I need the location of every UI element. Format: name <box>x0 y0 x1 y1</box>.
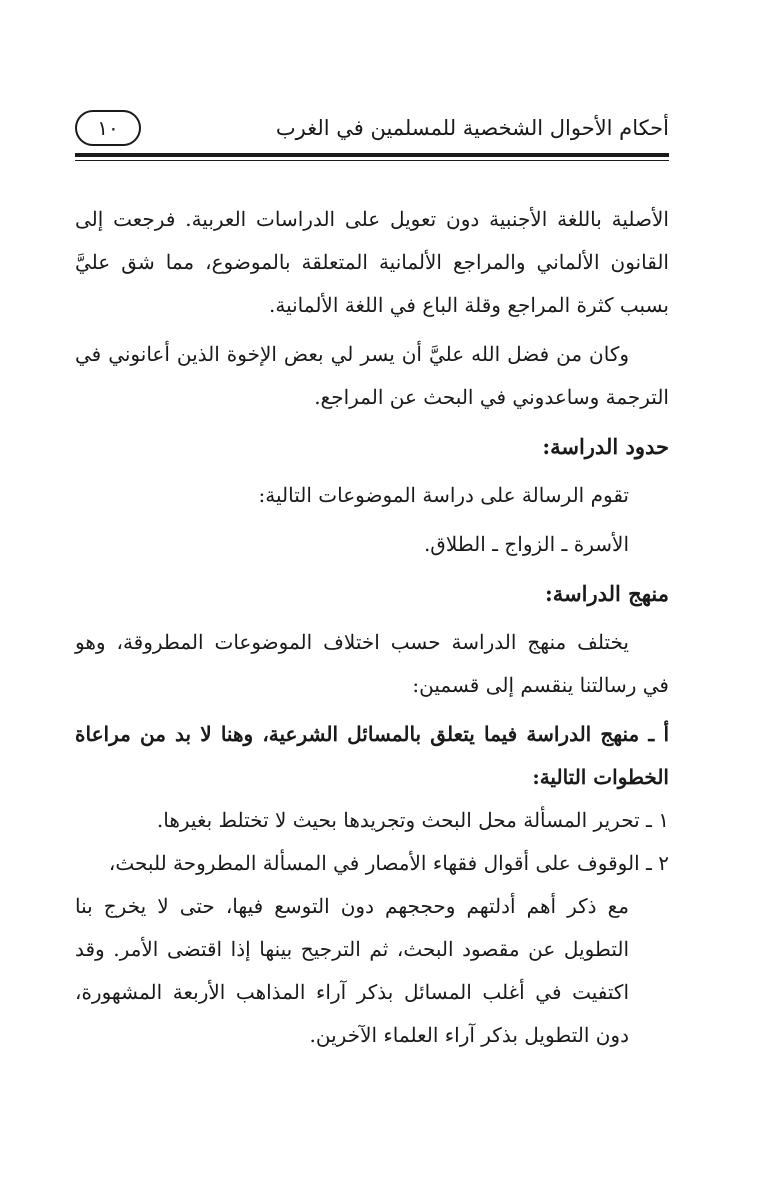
paragraph-acknowledgement: وكان من فضل الله عليَّ أن يسر لي بعض الإخوة الذين أعانوني في الترجمة وساعدوني في البحث عن المراجع. <box>75 342 669 409</box>
list-item-2-continuation: مع ذكر أهم أدلتهم وحججهم دون التوسع فيها، حتى لا يخرج بنا التطويل عن مقصود البحث، ثم الترجيح بينها إذا اقتضى الأمر. وقد اكتفيت في أغلب المسائل بذكر آراء المذاهب الأربعة المشهورة، دون التطويل بذكر آراء العلماء الآخرين. <box>75 894 629 1047</box>
paragraph-topics-intro: تقوم الرسالة على دراسة الموضوعات التالية: <box>258 483 629 507</box>
page-number-badge: ١٠ <box>75 110 141 146</box>
header-rule-thick <box>75 153 669 157</box>
running-title: أحكام الأحوال الشخصية للمسلمين في الغرب <box>275 116 669 140</box>
paragraph-continuation: الأصلية باللغة الأجنبية دون تعويل على الدراسات العربية. فرجعت إلى القانون الألماني والمراجع الألمانية المتعلقة بالموضوع، مما شق عليَّ بسبب كثرة المراجع وقلة الباع في اللغة الألمانية. <box>75 207 669 317</box>
paragraph-method-intro: يختلف منهج الدراسة حسب اختلاف الموضوعات المطروقة، وهو في رسالتنا ينقسم إلى قسمين: <box>75 630 669 697</box>
subsection-a-title: أ ـ منهج الدراسة فيما يتعلق بالمسائل الشرعية، وهنا لا بد من مراعاة الخطوات التالية: <box>75 722 669 789</box>
list-item-1: ١ ـ تحرير المسألة محل البحث وتجريدها بحيث لا تختلط بغيرها. <box>156 808 669 832</box>
section-heading-limits: حدود الدراسة: <box>542 434 669 459</box>
header-rule-thin <box>75 160 669 161</box>
list-item-2-first-line: ٢ ـ الوقوف على أقوال فقهاء الأمصار في المسألة المطروحة للبحث، <box>108 851 669 875</box>
running-header <box>75 108 669 148</box>
section-heading-method: منهج الدراسة: <box>545 581 669 606</box>
paragraph-topics-list: الأسرة ـ الزواج ـ الطلاق. <box>423 532 629 556</box>
page-body <box>75 198 669 1057</box>
